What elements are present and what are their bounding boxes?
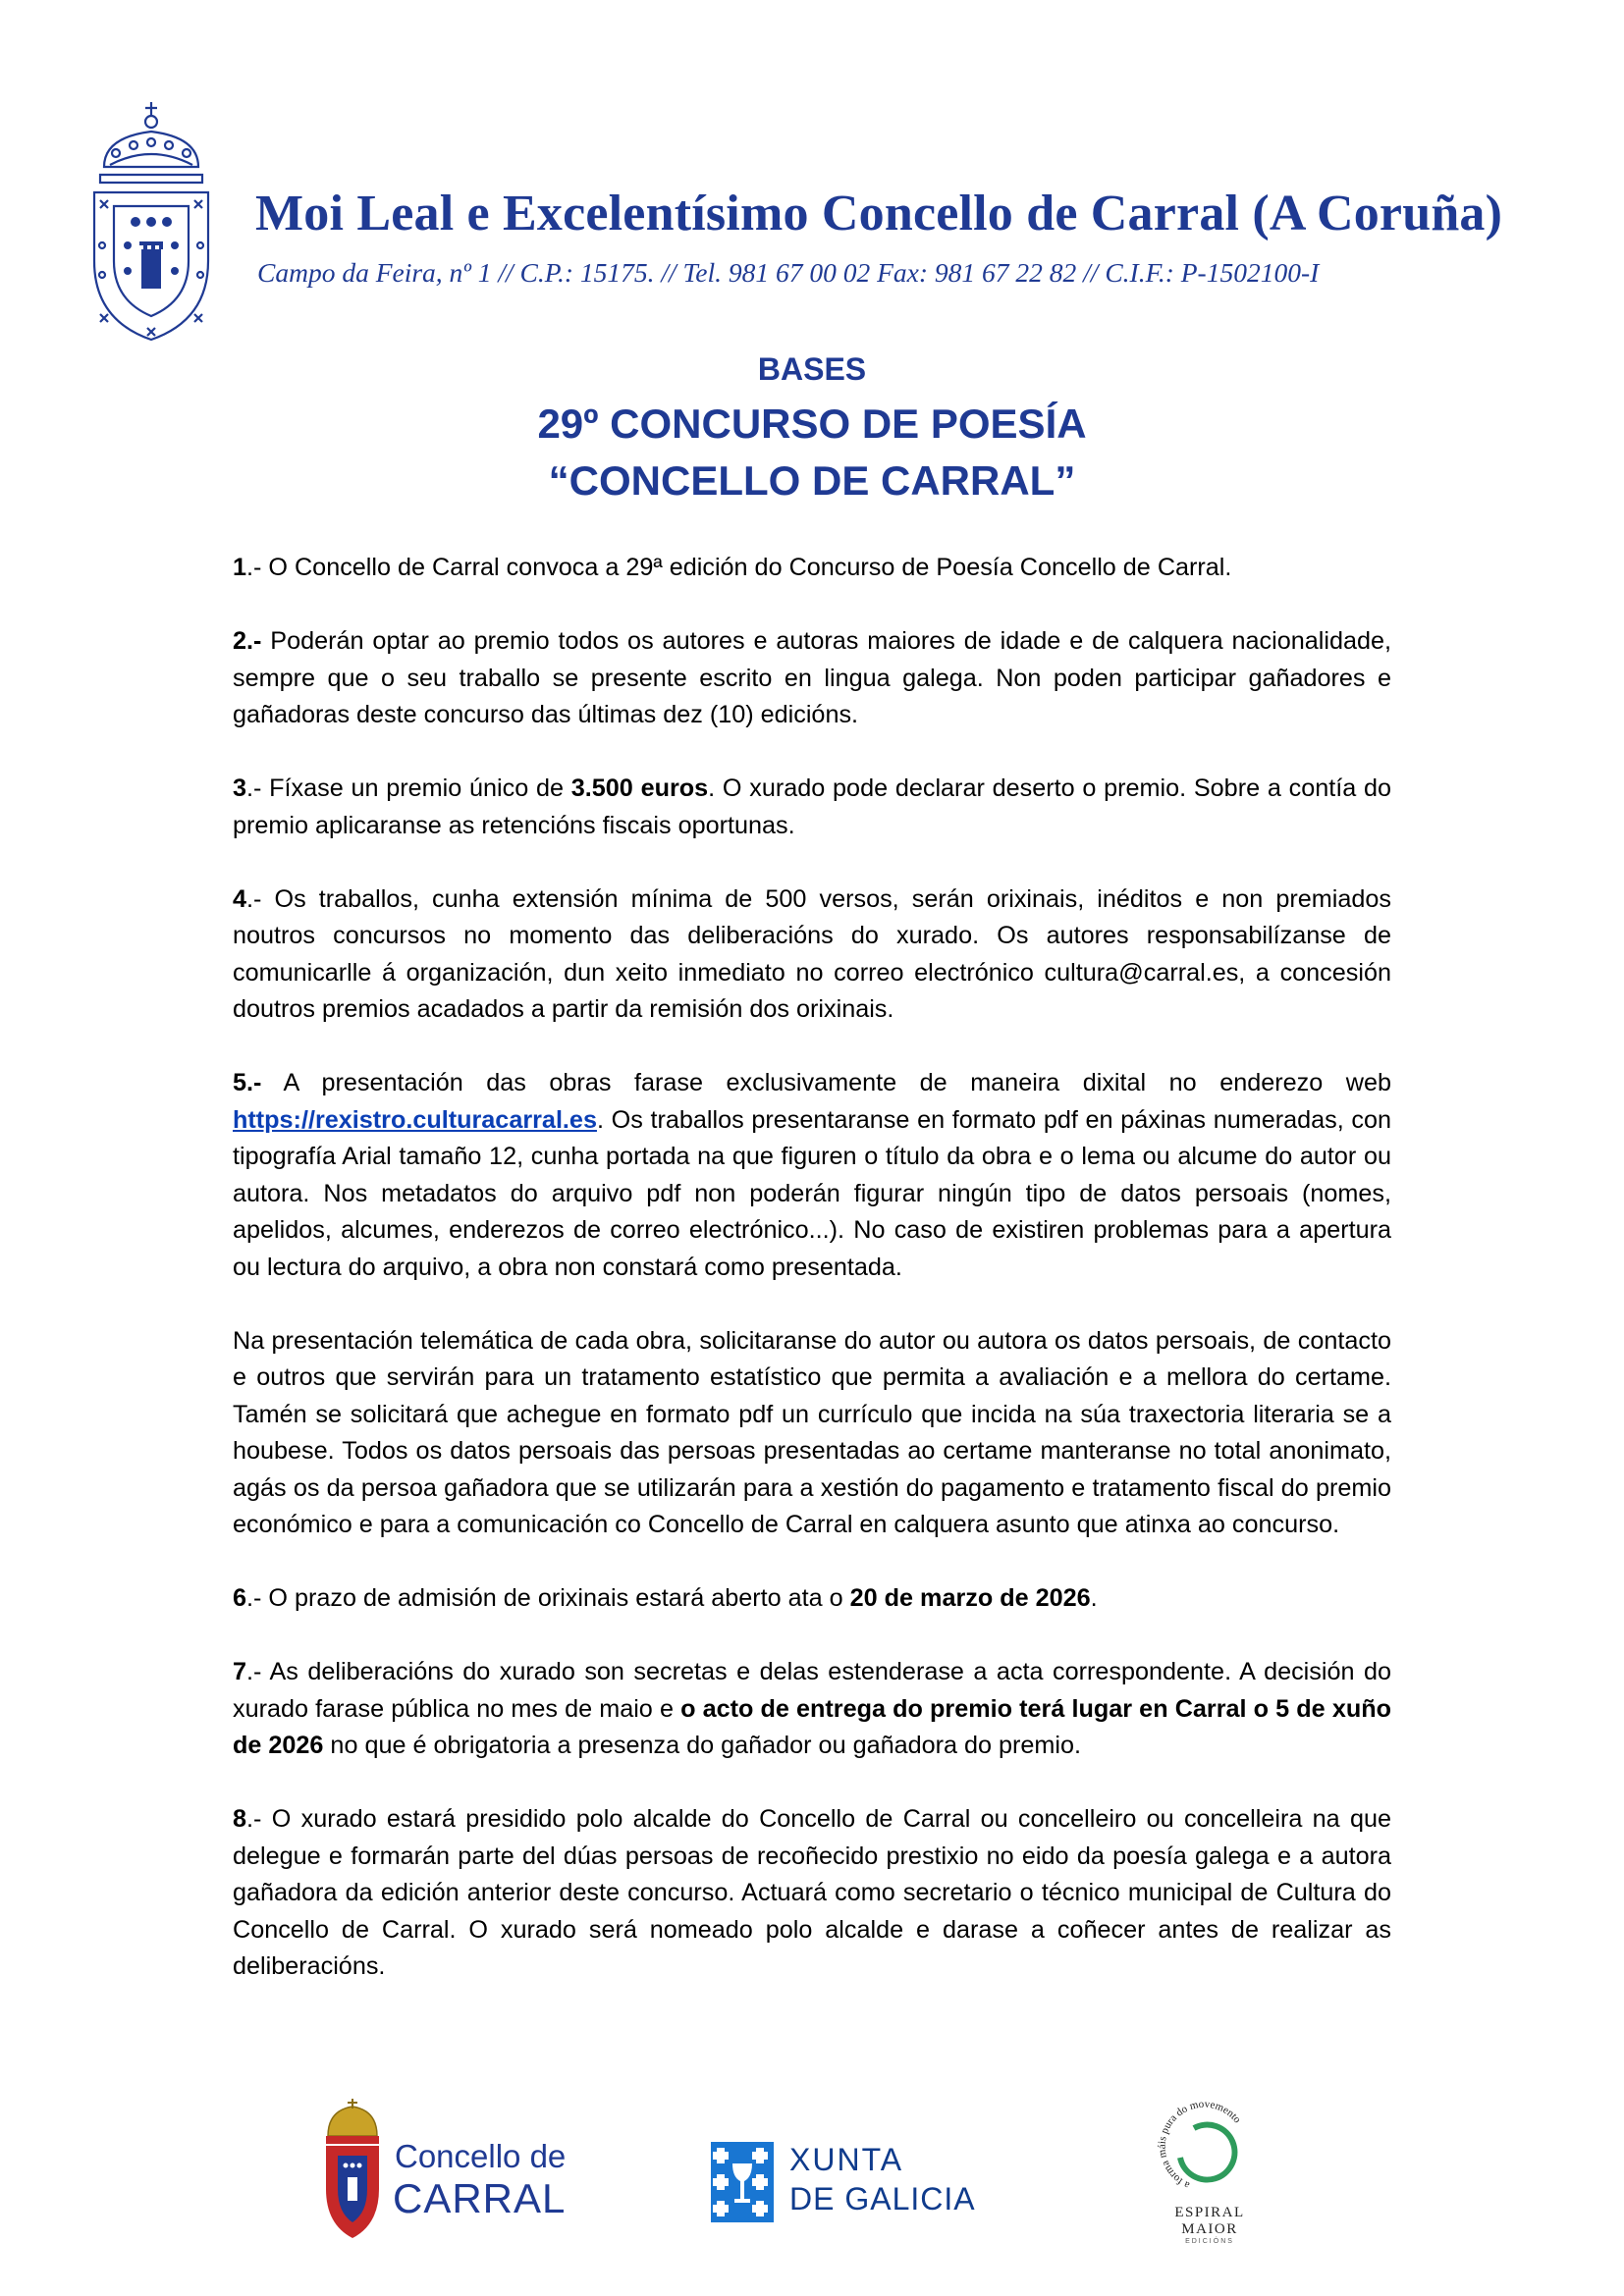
carral-logo-line2: CARRAL — [393, 2175, 567, 2221]
clause-text: . O xurado pode declarar deserto o premio. Sobre a contía do premio aplicaranse as retencións fiscais oportunas. — [233, 774, 1392, 839]
organization-address: Campo da Feira, nº 1 // C.P.: 15175. // Tel. 981 67 00 02 Fax: 981 67 22 82 // C.I.F.: P-1502100-I — [257, 257, 1320, 288]
document-kicker: BASES — [757, 351, 867, 387]
clause-number: 2.- — [233, 627, 262, 655]
clause-text: O Concello de Carral convoca a 29ª edición do Concurso de Poesía Concello de Carral. — [261, 554, 1232, 581]
spiral-emblem-icon — [1151, 2089, 1269, 2205]
espiral-logo-line1: ESPIRAL — [1174, 2205, 1245, 2220]
coat-of-arms-icon — [84, 98, 218, 344]
document-body — [233, 550, 1391, 2022]
clause-text: .- Os traballos, cunha extensión mínima de 500 versos, serán orixinais, inéditos e non premiados noutros concursos no momento das deliberacións do xurado. Os autores responsabilízanse de comunicarlle á organización, dun xeito inmediato no correo electrónico cultura@carral.es, a concesión doutros premios acadados a partir da remisión dos orixinais. — [233, 884, 1391, 1023]
clause-4 — [233, 881, 1391, 1029]
espiral-motto: a forma máis pura do movemento — [1156, 2098, 1244, 2192]
espiral-maior-logo — [1151, 2089, 1269, 2266]
clause-5-continued — [233, 1323, 1391, 1544]
concello-carral-logo — [320, 2097, 575, 2254]
carral-crest-icon — [320, 2097, 385, 2244]
clause-2 — [233, 623, 1391, 734]
clause-5 — [233, 1065, 1391, 1286]
clause-text: .- O prazo de admisión de orixinais estará aberto ata o — [246, 1584, 850, 1612]
document-title: 29º CONCURSO DE POESÍA — [537, 400, 1087, 447]
clause-number: 6 — [233, 1584, 247, 1612]
deadline-date: 20 de marzo de 2026 — [849, 1584, 1091, 1612]
clause-number: 5.- — [233, 1069, 262, 1096]
espiral-logo-line2: MAIOR — [1181, 2221, 1238, 2237]
clause-1 — [233, 550, 1391, 587]
clause-7 — [233, 1654, 1391, 1765]
clause-3 — [233, 771, 1391, 844]
xunta-logo-line2: DE GALICIA — [789, 2181, 976, 2216]
clause-text: Poderán optar ao premio todos os autores e autoras maiores de idade e de calquera nacionalidade, sempre que o seu traballo se presente escrito en lingua galega. Non poden participar gañadores e gañadoras deste concurso das últimas dez (10) edicións. — [233, 627, 1391, 728]
xunta-galicia-logo — [711, 2142, 986, 2230]
clause-6 — [233, 1580, 1391, 1618]
award-ceremony-info: o acto de entrega do premio terá lugar en Carral o 5 de xuño de 2026 — [233, 1694, 1391, 1759]
clause-number: 8 — [233, 1805, 247, 1833]
clause-text: .- Fíxase un premio único de — [246, 774, 571, 802]
xunta-emblem-icon — [711, 2142, 774, 2222]
clause-text: . — [1090, 1584, 1098, 1612]
clause-8 — [233, 1801, 1391, 1986]
espiral-logo-line3: EDICIÓNS — [1185, 2238, 1234, 2245]
clause-number: 7 — [233, 1658, 247, 1685]
submission-link[interactable]: https://rexistro.culturacarral.es — [233, 1105, 597, 1134]
clause-number: 3 — [233, 774, 247, 802]
clause-text: . Os traballos presentaranse en formato pdf en páxinas numeradas, con tipografía Arial tamaño 12, cunha portada na que figuren o título da obra e o lema ou alcume do autor ou autora. Nos metadatos do arquivo pdf non poderán figurar ningún tipo de datos persoais (nomes, apelidos, alcumes, enderezos de correo electrónico...). No caso de existiren problemas para a apertura ou lectura do arquivo, a obra non constará como presentada. — [233, 1105, 1391, 1281]
clause-text: no que é obrigatoria a presenza do gañador ou gañadora do premio. — [323, 1732, 1082, 1759]
clause-number: 1 — [233, 554, 247, 581]
prize-amount: 3.500 euros — [570, 774, 709, 802]
xunta-logo-line1: XUNTA — [789, 2142, 904, 2177]
organization-name: Moi Leal e Excelentísimo Concello de Carral (A Coruña) — [255, 186, 1503, 241]
clause-text: Na presentación telemática de cada obra, solicitaranse do autor ou autora os datos persoais, de contacto e outros que servirán para un tratamento estatístico que permita a avaliación e a mellora do certame. Tamén se solicitará que achegue en formato pdf un currículo que incida na súa traxectoria literaria se a houbese. Todos os datos persoais das persoas presentadas ao certame manteranse no total anonimato, agás os da persoa gañadora que se utilizarán para a xestión do pagamento e tratamento fiscal do premio económico e para a comunicación co Concello de Carral en calquera asunto que atinxa ao concurso. — [233, 1326, 1391, 1538]
clause-number: 4 — [233, 884, 247, 913]
document-subtitle: “CONCELLO DE CARRAL” — [548, 457, 1076, 504]
clause-text: .- — [246, 554, 262, 581]
clause-text: .- As deliberacións do xurado son secretas e delas estenderase a acta correspondente. A decisión do xurado farase pública no mes de maio e — [233, 1658, 1391, 1723]
carral-logo-line1: Concello de — [395, 2138, 567, 2174]
clause-text: A presentación das obras farase exclusivamente de maneira dixital no enderezo web — [261, 1069, 1391, 1096]
clause-text: .- O xurado estará presidido polo alcalde do Concello de Carral ou concelleiro ou concelleira na que delegue e formarán parte del dúas persoas de recoñecido prestixio no eido da poesía galega e a autora gañadora da edición anterior deste concurso. Actuará como secretario o técnico municipal de Cultura do Concello de Carral. O xurado será nomeado polo alcalde e darase a coñecer antes de realizar as deliberacións. — [233, 1805, 1391, 1980]
